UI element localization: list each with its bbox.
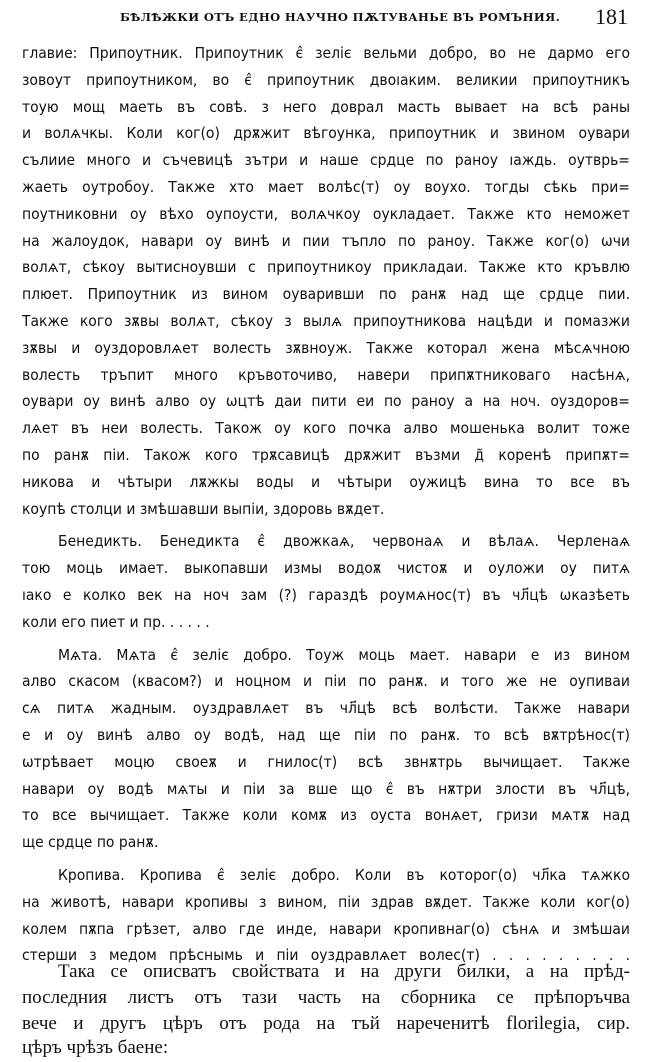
text-line: на животѣ, навари кропивы з вином, піи здрав вѫдет. Также коли ког(о) — [22, 892, 630, 911]
text-line: ще срдце по ранѫ. — [22, 833, 159, 852]
text-line: по ранѫ піи. Також кого трѫсавицѣ дрѫжит възми д̃ коренѣ припѫт= — [22, 446, 630, 464]
text-line: и волѧчкы. Коли ког(о) дрѫжит вѣгоунка, припоутник и звином оувари — [22, 124, 630, 143]
modern-text-line: последния листъ отъ тази часть на сборника се прѣпоръчва — [22, 987, 630, 1008]
text-line: сълиие много и съчевицѣ зътри и наше срдце по раноу ıаждь. оутврь= — [22, 151, 630, 170]
text-line: зовоут припоутником, во є̂ припоутник двоıаким. великии припоутникъ — [22, 70, 630, 89]
text-line: стерши з медом прѣснымь и піи оуздравлѧет волес(т) . . . . . . . . . — [22, 946, 630, 965]
running-title: БѢЛѢЖКИ ОТЪ ЕДНО НАУЧНО ПѪТУВАНЬЕ ВЪ РОМЪНИЯ. — [120, 10, 561, 24]
text-line: главие: Припоутник. Припоутник є̂ зеліє вельми добро, во не дармо его — [22, 44, 630, 62]
text-line: е и оу винѣ алво оу водѣ, над ще піи по ранѫ. то всѣ вѫтрѣнос(т) — [22, 726, 630, 744]
text-line: ѡтрѣвает моцю своеѫ и гнилос(т) всѣ звнѫтрь вычищает. Также — [22, 752, 630, 771]
modern-text-line: Така се описватъ свойствата и на други билки, а на прѣд- — [58, 961, 630, 982]
text-line: ıако е колко век на ноч зам (?) гараздѣ роумѧнос(т) въ чл҃цѣ ѡказѣеть — [22, 586, 630, 604]
page-number: 181 — [595, 4, 628, 29]
text-line: жаеть оутробоу. Также хто мает волѣс(т) оу воухо. тогды сѣкь при= — [22, 178, 630, 196]
text-line: лѧет въ неи волесть. Також оу кого почка алво мошенька волит тоже — [22, 419, 630, 438]
text-line: волесть тръпит много кръвоточиво, навери припѫтниковаго насѣнѧ, — [22, 365, 630, 384]
text-line: тою моць имает. выкопавши измы водоѫ чистоѫ и оуложи оу питѧ — [22, 559, 630, 578]
text-line: алво скасом (квасом?) и ноцном и піи по ранѫ. и того же не оупиваи — [22, 672, 630, 691]
text-line: колем пѫпа грѣзет, алво где инде, навари кропивнаг(о) сѣнѧ и змѣшаи — [22, 919, 630, 938]
text-line: плюет. Припоутник из вином оуваривши по ранѫ над ще срдце пии. — [22, 285, 630, 304]
paragraph-heading-line: Мѧта. Мѧта є̂ зеліє добро. Тоуж моць мает. навари е из вином — [58, 645, 630, 664]
paragraph-heading-line: Бенедикть. Бенедикта є̂ двожкаѧ, червонаѧ и вѣлаѧ. Черленаѧ — [58, 532, 630, 551]
text-line: зѫвы и оуздоровлѧет волесть зѫвноуж. Также которал жена мѣсѧчною — [22, 338, 630, 357]
text-line: навари оу водѣ мѧты и піи за вше що є̂ въ нѫтри злости въ чл҃цѣ, — [22, 779, 630, 798]
text-line: поутниковни оу вѣхо оупоусти, волѧчкоу оукладает. Также кто неможет — [22, 204, 630, 223]
modern-text-line: вече и другъ цѣръ отъ рода на тъй нареченитѣ florilegia, сир. — [22, 1013, 630, 1034]
text-line: оувари оу винѣ алво оу ѡцтѣ даи пити еи по раноу а на ноч. оуздоров= — [22, 392, 630, 411]
text-line: волѧт, сѣкоу вытисноувши с припоутникоу прикладаи. Также кто кръвлю — [22, 258, 630, 277]
text-line: тоую мощ маеть въ совѣ. з него доврал масть вывает на всѣ раны — [22, 97, 630, 116]
paragraph-heading-line: Кропива. Кропива є̂ зеліє добро. Коли въ которог(о) чл҃ка тѧжко — [58, 866, 630, 884]
text-line: коли его пиет и пр. . . . . . — [22, 612, 210, 631]
text-line: на жалоудок, навари оу винѣ и пии тъпло по раноу. Также ког(о) ѡчи — [22, 231, 630, 250]
text-line: то все вычищает. Также коли комѫ из оуста вонѧет, гризи мѧтѫ над — [22, 806, 630, 825]
modern-text-line: цѣръ чрѣзъ баене: — [22, 1037, 169, 1058]
text-line: Также кого зѫвы волѧт, сѣкоу з вылѧ припоутникова нацѣди и помазжи — [22, 312, 630, 330]
text-line: сѧ питѧ жадным. оуздравлѧет въ чл҃цѣ всѣ волѣсти. Также навари — [22, 699, 630, 718]
text-line: коупѣ столци и змѣшавши выпіи, здоровь вѫдет. — [22, 499, 385, 518]
text-line: никова и чѣтыри лѫжкы воды и чѣтыри оужицѣ вина то все въ — [22, 472, 630, 491]
